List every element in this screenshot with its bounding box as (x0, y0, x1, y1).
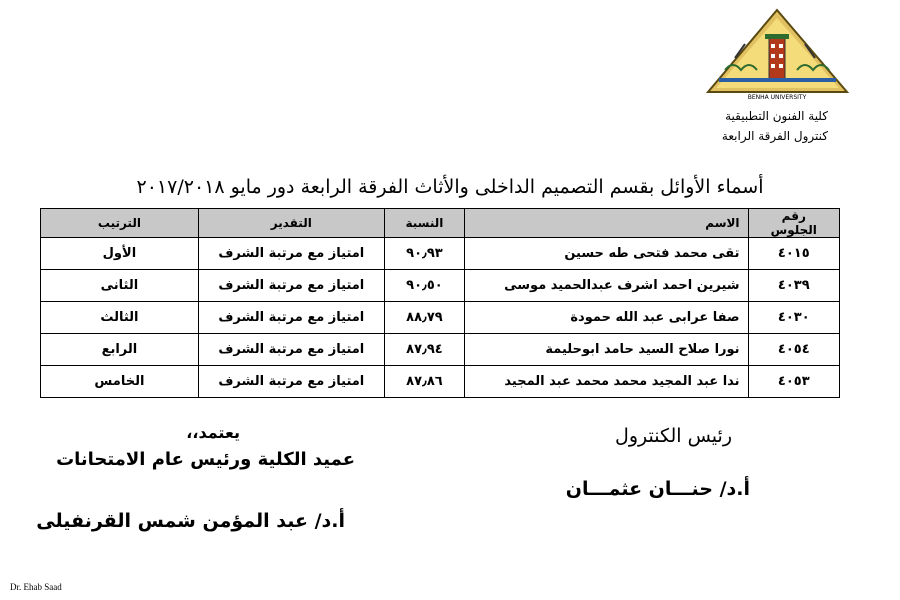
header-rank: الترتيب (41, 209, 199, 238)
control-head-name: أ.د/ حنـــان عثمـــان (565, 478, 750, 500)
cell-name: ندا عبد المجيد محمد محمد عبد المجيد (465, 366, 748, 398)
cell-rank: الثالث (41, 302, 199, 334)
cell-percent: ٨٧٫٨٦ (384, 366, 464, 398)
cell-grade: امتياز مع مرتبة الشرف (198, 334, 384, 366)
table-row (41, 270, 840, 302)
dean-title: عميد الكلية ورئيس عام الامتحانات (56, 449, 355, 470)
control-office: كنترول الفرقة الرابعة (721, 129, 828, 143)
cell-grade: امتياز مع مرتبة الشرف (198, 302, 384, 334)
control-head-title: رئيس الكنترول (615, 425, 732, 447)
footer-credit: Dr. Ehab Saad (10, 582, 62, 592)
table-row (41, 238, 840, 270)
header-grade: التقدير (198, 209, 384, 238)
cell-rank: الخامس (41, 366, 199, 398)
dean-name: أ.د/ عبد المؤمن شمس القرنفيلى (36, 510, 345, 532)
cell-name: صفا عرابى عبد الله حمودة (465, 302, 748, 334)
table-row (41, 366, 840, 398)
cell-grade: امتياز مع مرتبة الشرف (198, 366, 384, 398)
cell-name: تقى محمد فتحى طه حسين (465, 238, 748, 270)
cell-rank: الرابع (41, 334, 199, 366)
cell-seat: ٤٠٥٣ (748, 366, 839, 398)
cell-name: نورا صلاح السيد حامد ابوحليمة (465, 334, 748, 366)
table-row (41, 302, 840, 334)
faculty-header (722, 106, 828, 146)
approval-label: يعتمد،، (186, 423, 240, 442)
table-header-row (41, 209, 840, 238)
page-title: أسماء الأوائل بقسم التصميم الداخلى والأثاث الفرقة الرابعة دور مايو ٢٠١٧/٢٠١٨ (136, 176, 764, 198)
cell-percent: ٩٠٫٩٣ (384, 238, 464, 270)
header-name: الاسم (465, 209, 748, 238)
table-row (41, 334, 840, 366)
cell-percent: ٩٠٫٥٠ (384, 270, 464, 302)
faculty-name: كلية الفنون التطبيقية (725, 109, 828, 123)
cell-seat: ٤٠٣٠ (748, 302, 839, 334)
cell-percent: ٨٧٫٩٤ (384, 334, 464, 366)
cell-grade: امتياز مع مرتبة الشرف (198, 238, 384, 270)
cell-grade: امتياز مع مرتبة الشرف (198, 270, 384, 302)
cell-name: شيرين احمد اشرف عبدالحميد موسى (465, 270, 748, 302)
benha-university-logo (705, 8, 850, 100)
svg-text:BENHA UNIVERSITY: BENHA UNIVERSITY (747, 94, 807, 100)
cell-seat: ٤٠١٥ (748, 238, 839, 270)
cell-seat: ٤٠٥٤ (748, 334, 839, 366)
cell-rank: الأول (41, 238, 199, 270)
header-seat: رقم الجلوس (748, 209, 839, 238)
cell-seat: ٤٠٣٩ (748, 270, 839, 302)
results-table (40, 208, 840, 398)
cell-rank: الثانى (41, 270, 199, 302)
cell-percent: ٨٨٫٧٩ (384, 302, 464, 334)
header-percent: النسبة (384, 209, 464, 238)
